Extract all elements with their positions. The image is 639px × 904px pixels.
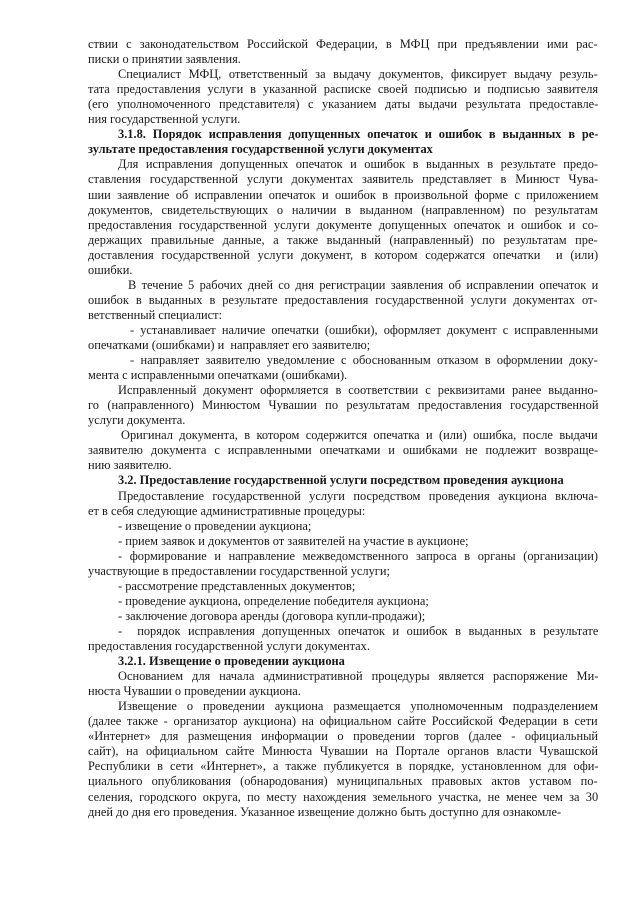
section-heading-line: 3.2. Предоставление государственной услуги посредством проведения аукциона xyxy=(118,473,564,488)
paragraph-line: Предоставление государственной услуги посредством проведения аукциона включа- xyxy=(118,488,598,503)
paragraph-line: нию заявителю. xyxy=(88,458,172,473)
paragraph-line: - формирование и направление межведомственного запроса в органы (организации) xyxy=(118,548,599,563)
paragraph-line: Извещение о проведении аукциона размещается уполномоченным подразделением xyxy=(118,699,598,714)
paragraph-line: ет в себя следующие административные процедуры: xyxy=(88,503,366,518)
paragraph-line: ветственный специалист: xyxy=(88,307,223,322)
paragraph-line: тата предоставления услуги в указанной расписке своей подписью и подписью заявителя xyxy=(88,82,599,97)
paragraph-line: го (направленного) Минюстом Чувашии по результатам предоставления государственной xyxy=(88,398,599,413)
paragraph-line: - извещение о проведении аукциона; xyxy=(118,518,312,533)
paragraph-line: циального опубликования (обнародования) муниципальных правовых актов уставом по- xyxy=(88,774,598,789)
paragraph-line: В течение 5 рабочих дней со дня регистрации заявления об исправлении опечаток и xyxy=(128,277,599,292)
paragraph-line: - устанавливает наличие опечатки (ошибки), оформляет документ с исправленными xyxy=(130,322,599,337)
paragraph-line: услуги документа. xyxy=(88,413,186,428)
paragraph-line: Специалист МФЦ, ответственный за выдачу документов, фиксирует выдачу резуль- xyxy=(118,67,598,82)
paragraph-line: ствии с законодательством Российской Федерации, в МФЦ при предъявлении ими рас- xyxy=(88,37,598,51)
paragraph-line: опечатками (ошибками) и направляет его заявителю; xyxy=(88,338,371,352)
paragraph-line: доставления государственной услуги документ, в котором содержатся опечатки и (или) xyxy=(88,247,599,262)
paragraph-line: документов, свидетельствующих о наличии в выданном (направленном) по результатам xyxy=(88,202,598,217)
paragraph-line: нюста Чувашии о проведении аукциона. xyxy=(88,684,301,699)
paragraph-line: сайт), на официальном сайте Минюста Чувашии на Портале органов власти Чувашской xyxy=(88,744,598,759)
paragraph-line: Основанием для начала административной процедуры является распоряжение Ми- xyxy=(118,669,599,684)
paragraph-line: (далее также - организатор аукциона) на официальном сайте Российской Федерации в сети xyxy=(88,714,598,729)
paragraph-line: ния государственной услуги. xyxy=(88,112,241,127)
paragraph-line: Исправленный документ оформляется в соответствии с реквизитами ранее выданно- xyxy=(118,383,598,398)
paragraph-line: - прием заявок и документов от заявителей на участие в аукционе; xyxy=(118,533,469,548)
paragraph-line: участвующие в предоставлении государственной услуги; xyxy=(88,563,390,578)
paragraph-line: - порядок исправления допущенных опечаток и ошибок в выданных в результате xyxy=(118,623,599,638)
paragraph-line: - рассмотрение представленных документов; xyxy=(118,578,356,593)
paragraph-line: дней до дня его проведения. Указанное извещение должно быть доступно для ознакомле- xyxy=(88,804,562,819)
paragraph-line: ошибок в выданных в результате предоставления государственной услуги документах от- xyxy=(88,292,598,307)
paragraph-line: предоставления государственной услуги документе допущенных опечаток и ошибок и со- xyxy=(88,217,599,232)
paragraph-line: «Интернет» для размещения информации о проведении торгов (далее - официальный xyxy=(88,729,599,744)
section-heading-line: зультате предоставления государственной услуги документах xyxy=(88,142,433,157)
paragraph-line: Республики в сети «Интернет», а также публикуется в порядке, установленном для офи- xyxy=(88,759,599,774)
paragraph-line: Оригинал документа, в котором содержится опечатка и (или) ошибка, после выдачи xyxy=(121,428,598,443)
paragraph-line: - заключение договора аренды (договора купли-продажи); xyxy=(118,608,426,623)
section-heading-line: 3.1.8. Порядок исправления допущенных опечаток и ошибок в выданных в ре- xyxy=(118,127,599,142)
paragraph-line: - проведение аукциона, определение победителя аукциона; xyxy=(118,593,429,608)
paragraph-line: Для исправления допущенных опечаток и ошибок в выданных в результате предо- xyxy=(118,157,599,172)
paragraph-line: ошибки. xyxy=(88,262,133,277)
paragraph-line: мента с исправленными опечатками (ошибками). xyxy=(88,368,348,383)
section-heading-line: 3.2.1. Извещение о проведении аукциона xyxy=(118,654,345,669)
paragraph-line: - направляет заявителю уведомление с обоснованным отказом в оформлении доку- xyxy=(130,353,598,368)
paragraph-line: предоставления государственной услуги документах. xyxy=(88,639,370,653)
paragraph-line: шии заявление об исправлении опечаток и ошибок в произвольной форме с приложением xyxy=(88,187,599,202)
paragraph-line: ставления государственной услуги документах заявитель представляет в Минюст Чува- xyxy=(88,172,599,187)
paragraph-line: (его уполномоченного представителя) с указанием даты выдачи результата предоставле- xyxy=(88,97,599,112)
paragraph-line: селения, городского округа, по месту нахождения земельного участка, не менее чем за 30 xyxy=(88,789,599,804)
paragraph-line: заявителю документа с исправленными опечатками и ошибками не подлежит возвраще- xyxy=(88,443,599,458)
paragraph-line: писки о принятии заявления. xyxy=(88,52,241,67)
paragraph-line: держащих правильные данные, а также выданный (направленный) по результатам пре- xyxy=(88,232,598,247)
